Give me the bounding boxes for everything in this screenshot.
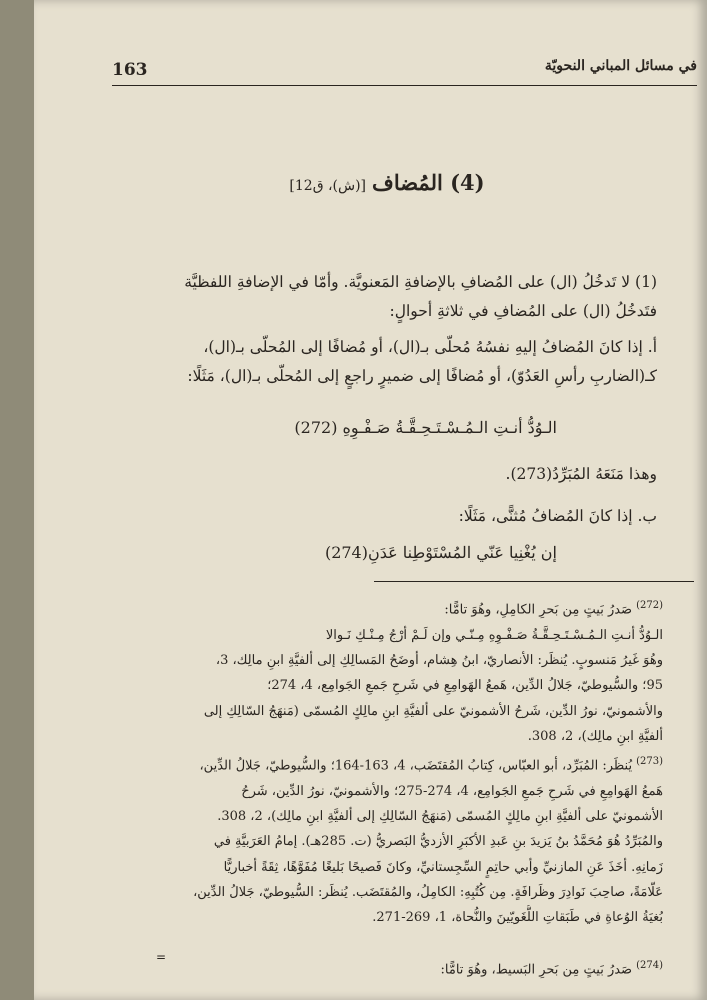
footnote-line: الـوُدُّ أنـتِ الـمُـسْـتَـحِـقَّـةُ صَـفْـوِهِ مِـنّـي وإن لَـمْ أرْجُ مِـنْـكِ نَـوالا	[325, 627, 663, 643]
footnote-number: (272)	[636, 600, 663, 611]
body-line-b	[117, 502, 657, 531]
chapter-source: [(ش)، ق12]	[289, 178, 366, 194]
footnote-273	[111, 752, 663, 931]
footnote-line: هَمعُ الهَوامِعِ في شَرحِ جَمعِ الجَوامِع، 4، 274-275؛ والأشمونيّ، نورُ الدِّين، شَرحُ	[241, 783, 663, 799]
chapter-heading	[184, 170, 584, 195]
chapter-title: (4) المُضاف	[372, 170, 485, 195]
page-number: 163	[112, 60, 148, 80]
running-title: في مسائل المباني النحويّة	[544, 58, 697, 74]
footnote-line	[111, 956, 663, 983]
body-line: وهذا مَنَعَهُ المُبَرِّدُ(273).	[505, 465, 657, 483]
main-paragraph	[117, 268, 657, 392]
continuation-mark: =	[156, 950, 167, 964]
footnote-line: الأشمونيّ على ألفيَّةِ ابنِ مالِكٍ المُسمّى (مَنهَجُ السّالِكِ إلى ألفيَّةِ ابنِ مالِك)، 2، 308.	[217, 809, 663, 825]
body-line: فتَدخُلُ (ال) على المُضافِ في ثلاثةِ أحوالٍ:	[389, 302, 657, 321]
footnote-text: صَدرُ بَيتٍ مِن بَحرِ البَسيط، وهُوَ تامًّا:	[440, 962, 633, 978]
footnote-line: بُغيَةُ الوُعاةِ في طَبَقاتِ اللُّغَويّينَ والنُّحاة، 1، 269-271.	[372, 910, 663, 926]
body-line: أ. إذا كانَ المُضافُ إليهِ نفسُهُ مُحلّى بـ(ال)، أو مُضافًا إلى المُحلّى بـ(ال)،	[203, 337, 657, 356]
footnote-line: عَلّامَةً، صاحِبَ نَوادِرَ وظَرافَةٍ. مِن كُتُبِهِ: الكامِلُ، والمُقتَضَب. يُنظَر: السُّيوطيّ، جَلالُ الدِّين،	[193, 885, 663, 901]
footnote-number: (273)	[636, 756, 663, 767]
footnote-line: والأشمونيّ، نورُ الدِّين، شَرحُ الأشمونيّ على ألفيَّةِ ابنِ مالِكٍ المُسمّى (مَنهَجُ السّالِكِ إلى	[203, 703, 663, 719]
footnote-line: وهُوَ غَيرُ مَنسوبٍ. يُنظَر: الأنصاريّ، ابنُ هِشام، أوضَحُ المَسالِكِ إلى ألفيَّةِ ابنِ مالِك، 3،	[215, 653, 663, 669]
footnote-274	[111, 956, 663, 983]
header-rule	[112, 85, 697, 86]
footnote-line: والمُبَرِّدُ هُوَ مُحَمَّدُ بنُ يَزيدَ بنِ عَبدِ الأكبَرِ الأزديُّ البَصريُّ (ت. 285هـ). إمامُ العَرَبيَّةِ في	[213, 834, 663, 850]
footnote-line	[111, 596, 663, 623]
verse-272: الـوُدُّ أنـتِ الـمُـسْـتَـحِـقَّـةُ صَـفْـوِهِ (272)	[294, 418, 557, 437]
footnote-272	[111, 596, 663, 749]
page-header	[112, 58, 697, 84]
body-line: كـ(الضاربِ رأسِ العَدُوّ)، أو مُضافًا إلى ضميرٍ راجعٍ إلى المُحلّى بـ(ال)، مَثَلًا:	[187, 367, 657, 386]
footnote-text: يُنظَر: المُبَرِّد، أبو العبّاس، كِتابُ المُقتَضَب، 4، 163-164؛ والسُّيوطيّ، جَلالُ الدِّين،	[199, 758, 633, 774]
footnote-line	[111, 752, 663, 779]
footnote-text: صَدرُ بَيتٍ مِن بَحرِ الكامِلِ، وهُوَ تامًّا:	[444, 602, 633, 618]
footnote-line: 95؛ والسُّيوطيّ، جَلالُ الدِّين، هَمعُ الهَوامِعِ في شَرحِ جَمعِ الجَوامِع، 4، 274؛	[267, 678, 663, 694]
footnote-number: (274)	[636, 960, 663, 971]
footnote-line: ألفيَّةِ ابنِ مالِك)، 2، 308.	[527, 729, 663, 745]
body-line-273	[117, 460, 657, 489]
book-page	[34, 0, 707, 1000]
body-line: (1) لا تَدخُلُ (ال) على المُضافِ بالإضافةِ المَعنويَّة. وأمّا في الإضافةِ اللفظيَّة	[184, 273, 657, 291]
footnote-rule	[374, 581, 694, 582]
footnote-line: زَمانِهِ. أخَذَ عَنِ المازنيِّ وأبي حاتِمٍ السِّجِستانيِّ، وكانَ فَصيحًا بَليغًا مُفَوَّهًا، ثِقَةً أخباريًّا	[223, 859, 663, 875]
body-line: ب. إذا كانَ المُضافُ مُثنًّى، مَثَلًا:	[458, 507, 657, 525]
verse-274: إن يُغْنِيا عَنّي المُسْتَوْطِنا عَدَنِ(274)	[324, 543, 557, 562]
